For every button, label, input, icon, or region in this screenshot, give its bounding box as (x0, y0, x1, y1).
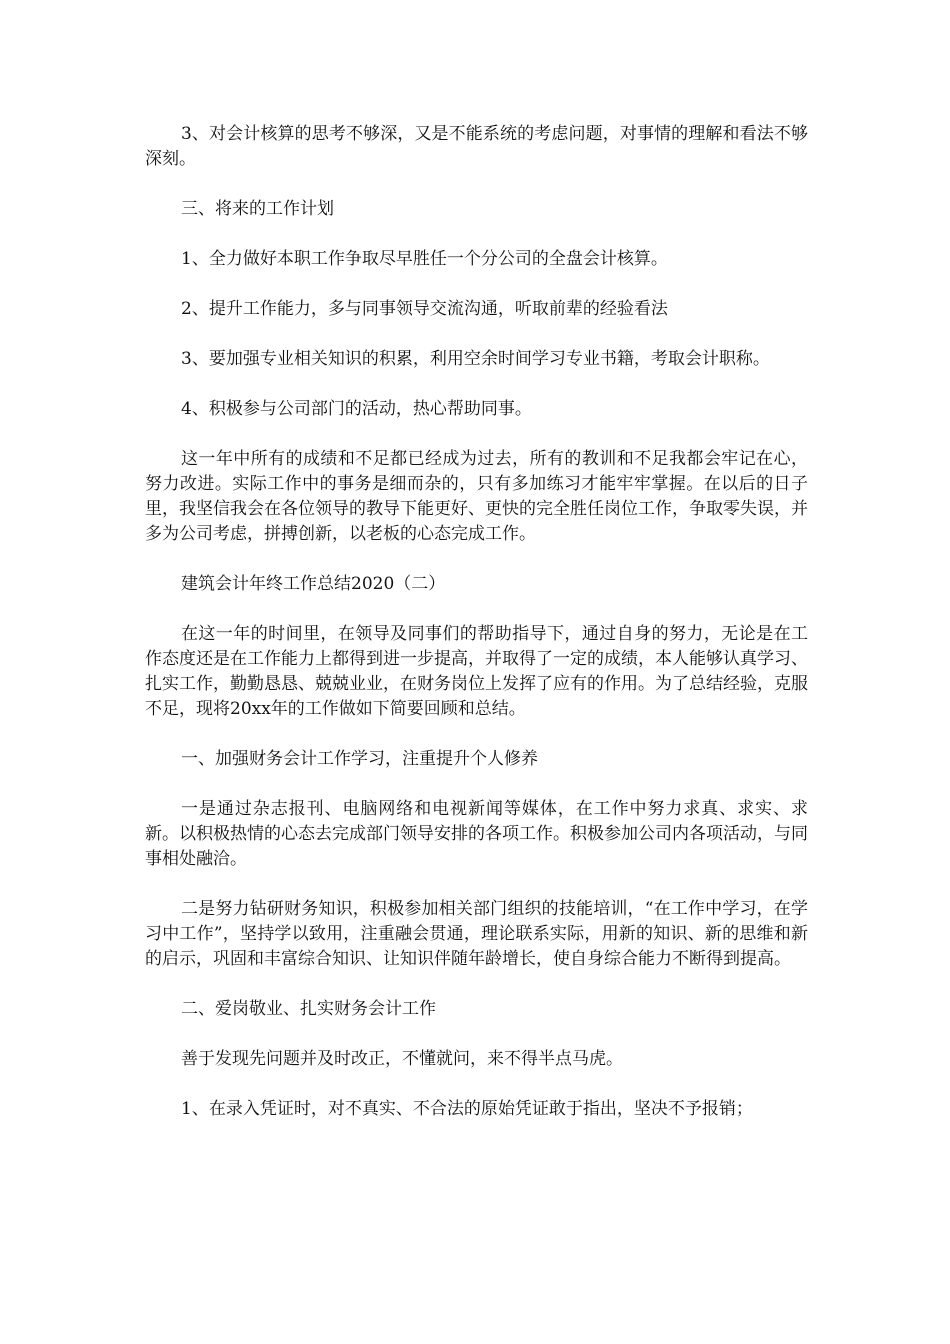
paragraph-1: 3、对会计核算的思考不够深，又是不能系统的考虑问题，对事情的理解和看法不够深刻。 (145, 124, 808, 169)
paragraph-7: 这一年中所有的成绩和不足都已经成为过去，所有的教训和不足我都会牢记在心，努力改进。实际工作中的事务是细而杂的，只有多加练习才能牢牢掌握。在以后的日子里，我坚信我会在各位领导的教导下能更好、更快的完全胜任岗位工作，争取零失误，并多为公司考虑，拼搏创新，以老板的心态完成工作。 (145, 449, 808, 544)
document-body (145, 122, 808, 1147)
section-heading-dedication: 二、爱岗敬业、扎实财务会计工作 (181, 999, 436, 1019)
paragraph-11: 一是通过杂志报刊、电脑网络和电视新闻等媒体，在工作中努力求真、求实、求新。以积极热情的心态去完成部门领导安排的各项工作。积极参加公司内各项活动，与同事相处融洽。 (145, 799, 808, 869)
section-heading-future-plan: 三、将来的工作计划 (181, 199, 334, 219)
paragraph-14: 善于发现先问题并及时改正，不懂就问，来不得半点马虎。 (181, 1049, 623, 1069)
paragraph-9: 在这一年的时间里，在领导及同事们的帮助指导下，通过自身的努力，无论是在工作态度还是在工作能力上都得到进一步提高，并取得了一定的成绩，本人能够认真学习、扎实工作，勤勤恳恳、兢兢业业，在财务岗位上发挥了应有的作用。为了总结经验，克服不足，现将20xx年的工作做如下简要回顾和总结。 (145, 624, 808, 719)
document-title-part-two: 建筑会计年终工作总结2020（二） (181, 574, 446, 594)
paragraph-12: 二是努力钻研财务知识，积极参加相关部门组织的技能培训，“在工作中学习，在学习中工作”，坚持学以致用，注重融会贯通，理论联系实际，用新的知识、新的思维和新的启示，巩固和丰富综合知识、让知识伴随年龄增长，使自身综合能力不断得到提高。 (145, 899, 808, 969)
paragraph-3: 1、全力做好本职工作争取尽早胜任一个分公司的全盘会计核算。 (181, 249, 668, 269)
paragraph-15: 1、在录入凭证时，对不真实、不合法的原始凭证敢于指出，坚决不予报销； (181, 1099, 753, 1119)
paragraph-4: 2、提升工作能力，多与同事领导交流沟通，听取前辈的经验看法 (181, 299, 668, 319)
paragraph-5: 3、要加强专业相关知识的积累，利用空余时间学习专业书籍，考取会计职称。 (181, 349, 770, 369)
paragraph-6: 4、积极参与公司部门的活动，热心帮助同事。 (181, 399, 532, 419)
section-heading-study: 一、加强财务会计工作学习，注重提升个人修养 (181, 749, 538, 769)
